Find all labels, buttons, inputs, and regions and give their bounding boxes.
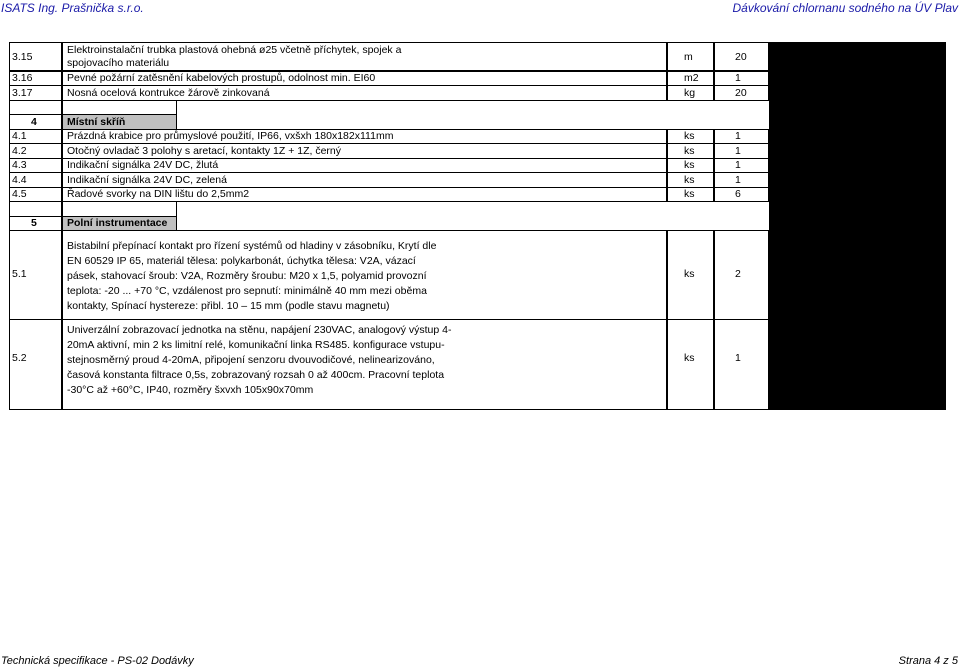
table-row (10, 320, 947, 410)
section-title: Místní skříň (67, 116, 126, 128)
table-row (10, 43, 947, 72)
redacted-cell (769, 42, 946, 71)
footer-page-number: Strana 4 z 5 (898, 655, 958, 667)
footer-document-title: Technická specifikace - PS-02 Dodávky (1, 655, 194, 667)
item-unit: ks (684, 352, 695, 364)
table-row (10, 173, 947, 188)
item-unit: ks (684, 145, 695, 157)
redacted-cell (769, 216, 946, 231)
table-row (10, 159, 947, 173)
section-number: 5 (31, 217, 37, 229)
redacted-cell (769, 143, 946, 159)
table-row (10, 130, 947, 144)
item-unit: ks (684, 268, 695, 280)
item-number: 4.1 (12, 130, 27, 142)
item-number: 3.17 (12, 87, 33, 99)
table-row (10, 231, 947, 320)
section-title: Polní instrumentace (67, 217, 168, 229)
item-number: 4.4 (12, 174, 27, 186)
item-quantity: 20 (735, 51, 747, 63)
item-quantity: 1 (735, 72, 741, 84)
item-unit: m (684, 51, 693, 63)
redacted-cell (769, 187, 946, 202)
item-unit: kg (684, 87, 696, 99)
redacted-cell (769, 172, 946, 188)
item-number: 4.2 (12, 145, 27, 157)
item-quantity: 2 (735, 268, 741, 280)
item-unit: ks (684, 130, 695, 142)
item-description: Bistabilní přepínací kontakt pro řízení systémů od hladiny v zásobníku, Krytí dle EN 60529 IP 65, materiál tělesa: polykarbonát, úchytka tělesa: V2A, vázací pásek, stahovací šroub: V2A, Rozměry šroubu: M20 x 1,5, polyamid provozní teplota: -20 ... +70 °C, vzdálenost pro sepnutí: minimálně 40 mm mezi oběma kontakty, Spínací hystereze: přibl. 10 – 15 mm (podle stavu magnetu) (67, 240, 437, 312)
item-number: 5.2 (12, 352, 27, 364)
item-quantity: 20 (735, 87, 747, 99)
item-unit: m2 (684, 72, 699, 84)
item-number: 3.16 (12, 72, 33, 84)
header-company: ISATS Ing. Prašnička s.r.o. (1, 1, 144, 15)
redacted-cell (769, 71, 946, 86)
section-header (10, 115, 947, 130)
redacted-cell (769, 129, 946, 144)
item-quantity: 6 (735, 188, 741, 200)
item-number: 4.3 (12, 159, 27, 171)
item-quantity: 1 (735, 174, 741, 186)
table-row (10, 188, 947, 202)
section-number: 4 (31, 116, 37, 128)
header-project: Dávkování chlornanu sodného na ÚV Plav (732, 1, 958, 15)
spacer-row (10, 101, 947, 115)
item-quantity: 1 (735, 130, 741, 142)
item-quantity: 1 (735, 159, 741, 171)
item-description: Elektroinstalační trubka plastová ohebná ø25 včetně příchytek, spojek a spojovacího materiálu (67, 44, 402, 69)
item-number: 3.15 (12, 51, 33, 63)
item-unit: ks (684, 188, 695, 200)
table-row (10, 72, 947, 86)
item-quantity: 1 (735, 352, 741, 364)
item-number: 5.1 (12, 268, 27, 280)
redacted-cell (769, 319, 946, 410)
item-description: Prázdná krabice pro průmyslové použití, IP66, vxšxh 180x182x111mm (67, 130, 394, 142)
redacted-cell (769, 201, 946, 217)
item-unit: ks (684, 174, 695, 186)
item-description: Indikační signálka 24V DC, žlutá (67, 159, 219, 171)
item-description: Nosná ocelová kontrukce žárově zinkovaná (67, 87, 270, 99)
spacer-row (10, 202, 947, 217)
section-header (10, 217, 947, 231)
item-description: Univerzální zobrazovací jednotka na stěnu, napájení 230VAC, analogový výstup 4-20mA aktivní, min 2 ks limitní relé, komunikační linka RS485. konfigurace vstupu- stejnosměrný proud 4-20mA, připojení senzoru dvouvodičové, nelinearizováno, časová konstanta filtrace 0,5s, zobrazovaný rozsah 0 až 400cm. Pracovní teplota -30°C až +60°C, IP40, rozměry šxvxh 105x90x70mm (67, 324, 452, 396)
item-description: Indikační signálka 24V DC, zelená (67, 174, 227, 186)
redacted-cell (769, 114, 946, 130)
item-description: Otočný ovladač 3 polohy s aretací, kontakty 1Z + 1Z, černý (67, 145, 342, 157)
item-number: 4.5 (12, 188, 27, 200)
redacted-cell (769, 85, 946, 101)
redacted-cell (769, 158, 946, 173)
redacted-cell (769, 230, 946, 320)
item-unit: ks (684, 159, 695, 171)
item-description: Řadové svorky na DIN lištu do 2,5mm2 (67, 188, 250, 200)
redacted-cell (769, 100, 946, 115)
table-row (10, 86, 947, 101)
table-row (10, 144, 947, 159)
item-quantity: 1 (735, 145, 741, 157)
item-description: Pevné požární zatěsnění kabelových prostupů, odolnost min. EI60 (67, 72, 376, 84)
